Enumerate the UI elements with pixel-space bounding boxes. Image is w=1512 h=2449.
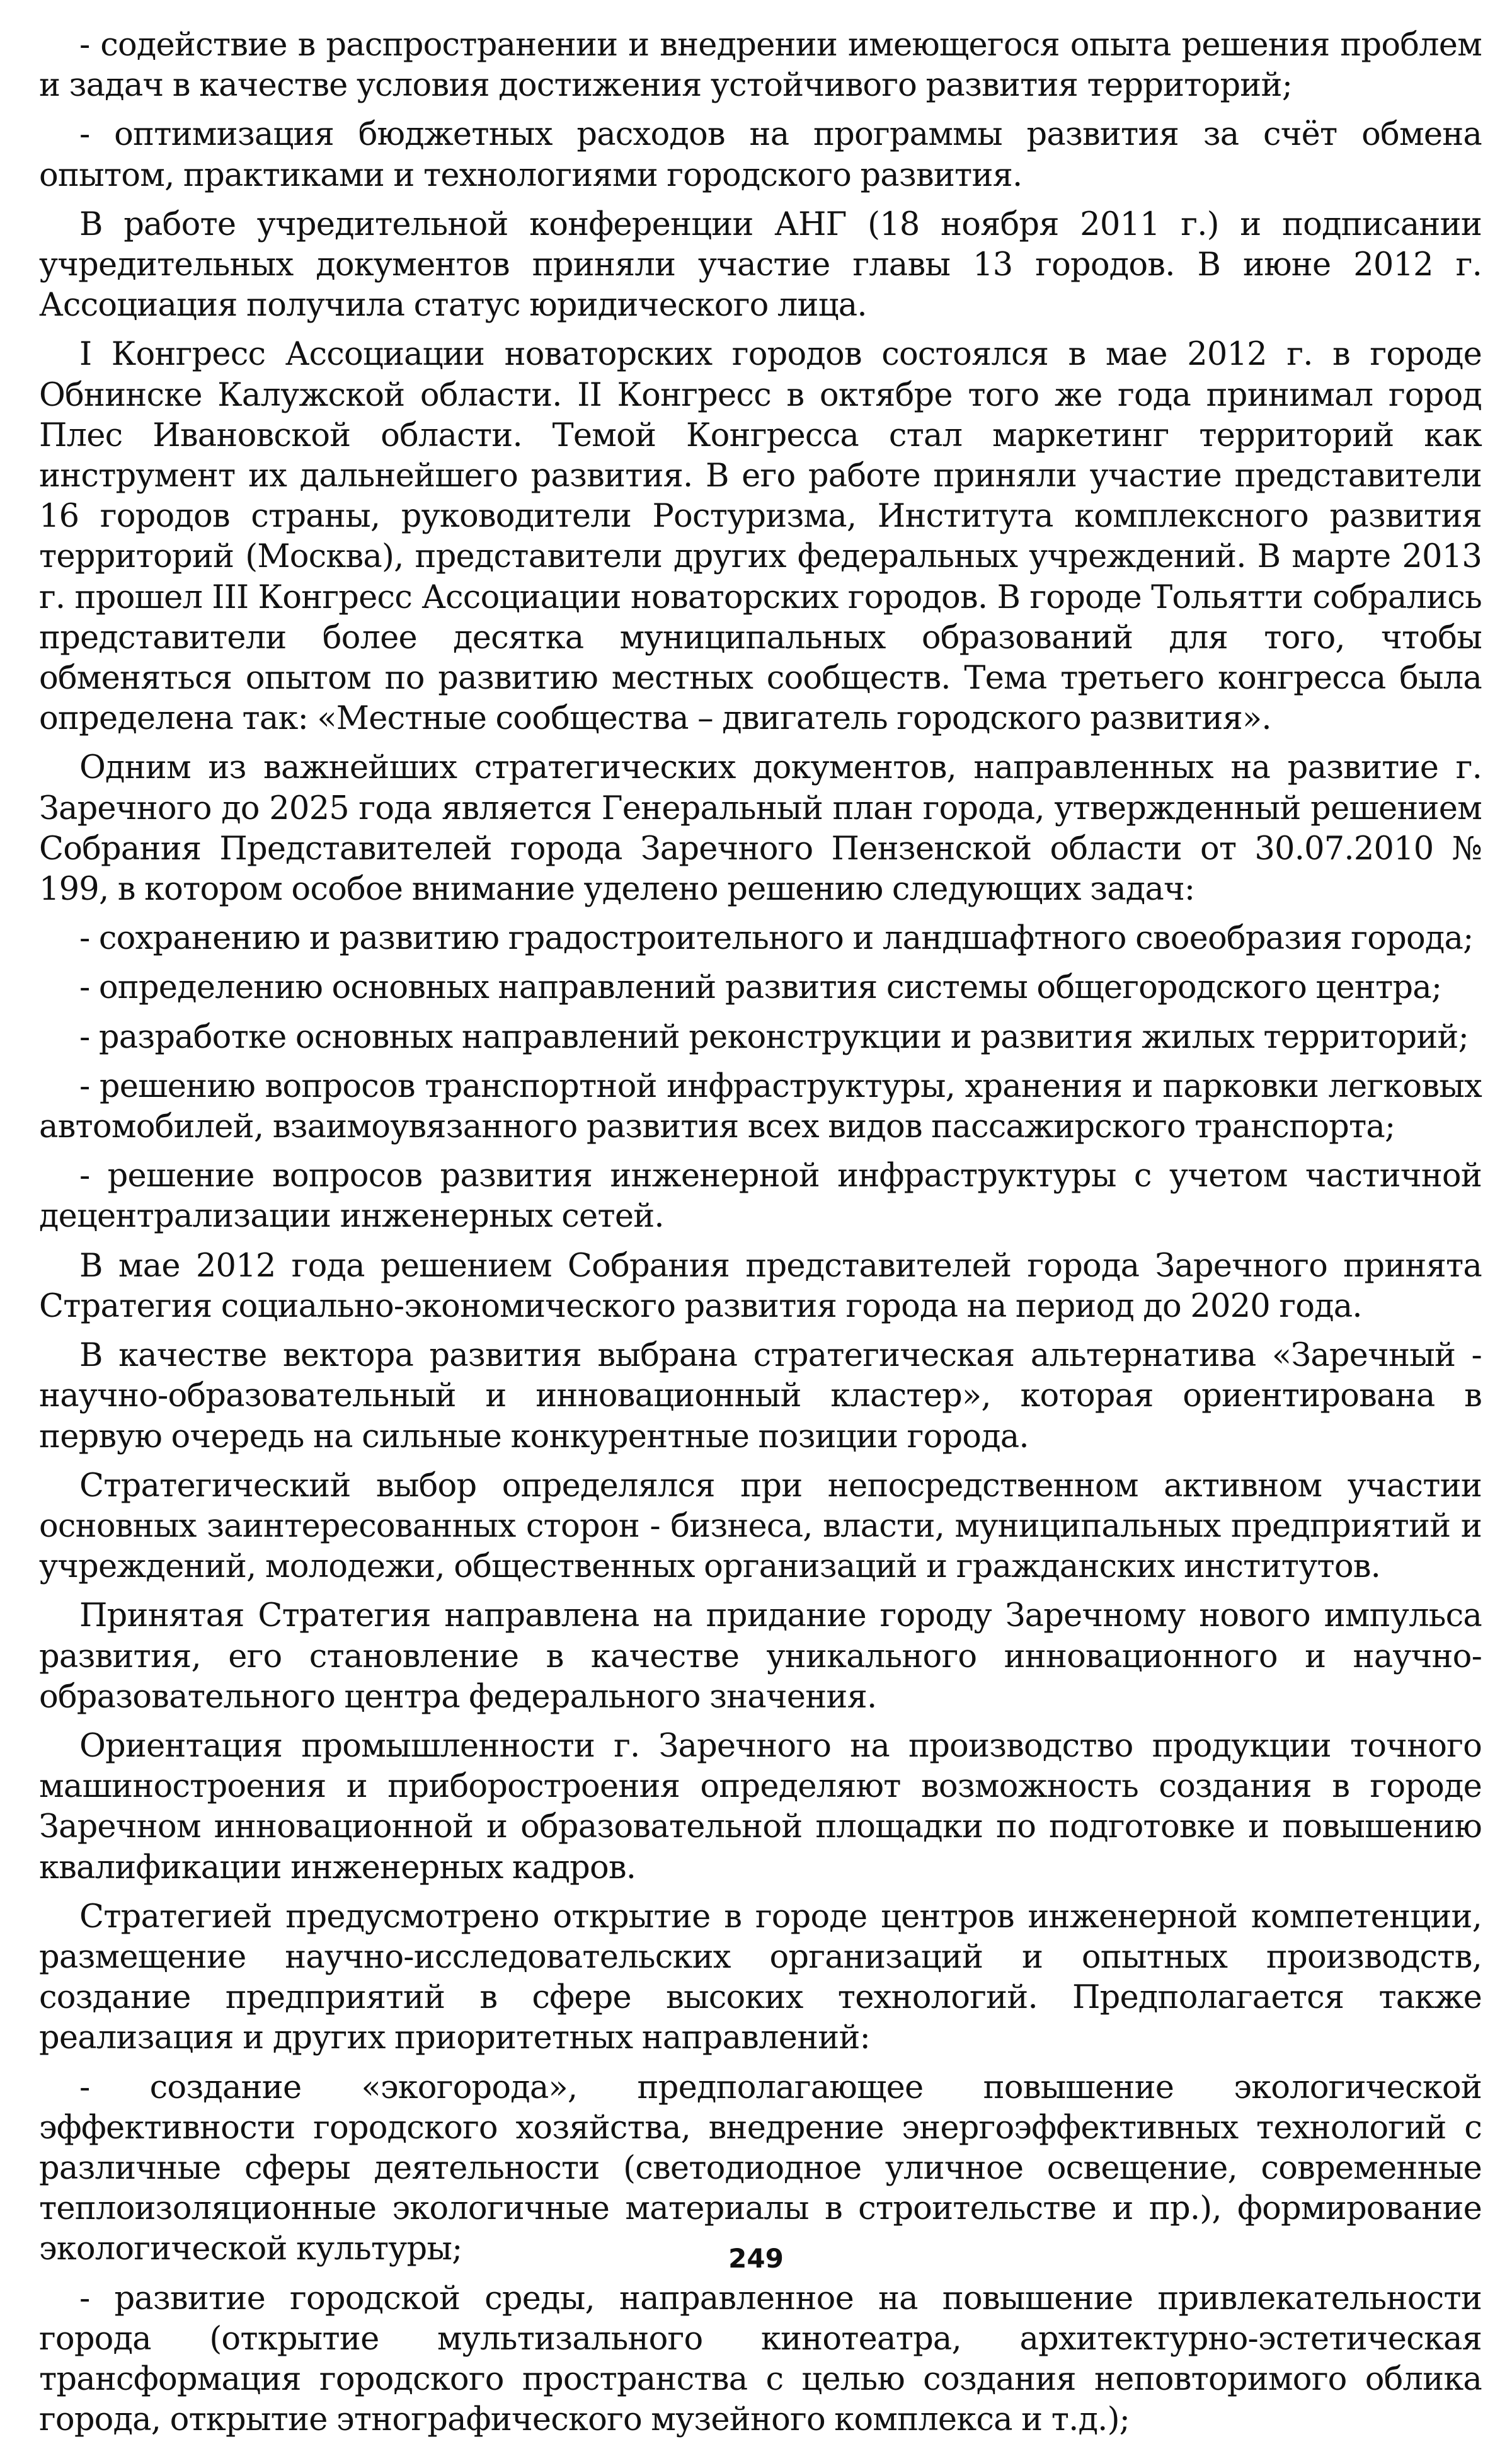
- list-item: - оптимизация бюджетных расходов на программы развития за счёт обмена опытом, практиками и технологиями городского развития.: [39, 116, 1482, 194]
- page-body: [39, 25, 1482, 2449]
- paragraph: В мае 2012 года решением Собрания представителей города Заречного принята Стратегия социально-экономического развития города на период до 2020 года.: [39, 1247, 1482, 1325]
- list-item: - решение вопросов развития инженерной инфраструктуры с учетом частичной децентрализации инженерных сетей.: [39, 1157, 1482, 1236]
- paragraph: В работе учредительной конференции АНГ (18 ноября 2011 г.) и подписании учредительных документов приняли участие главы 13 городов. В июне 2012 г. Ассоциация получила статус юридического лица.: [39, 205, 1482, 324]
- page-number: 249: [728, 2243, 784, 2274]
- list-item: - решению вопросов транспортной инфраструктуры, хранения и парковки легковых автомобилей, взаимоувязанного развития всех видов пассажирского транспорта;: [39, 1067, 1482, 1146]
- list-item: - содействие в распространении и внедрении имеющегося опыта решения проблем и задач в качестве условия достижения устойчивого развития территорий;: [39, 26, 1482, 105]
- list-item: - разработке основных направлений реконструкции и развития жилых территорий;: [79, 1018, 1469, 1056]
- paragraph: Стратегией предусмотрено открытие в городе центров инженерной компетенции, размещение научно-исследовательских организаций и опытных производств, создание предприятий в сфере высоких технологий. Предполагается также реализация и других приоритетных направлений:: [39, 1898, 1482, 2057]
- list-item: - создание «экогорода», предполагающее повышение экологической эффективности городского хозяйства, внедрение энергоэффективных технологий с различные сферы деятельности (светодиодное уличное освещение, современные теплоизоляционные экологичные материалы в строительстве и пр.), формирование экологической культуры;: [39, 2068, 1482, 2268]
- paragraph: I Конгресс Ассоциации новаторских городов состоялся в мае 2012 г. в городе Обнинске Калужской области. II Конгресс в октябре того же года принимал город Плес Ивановской области. Темой Конгресса стал маркетинг территорий как инструмент их дальнейшего развития. В его работе приняли участие представители 16 городов страны, руководители Ростуризма, Института комплексного развития территорий (Москва), представители других федеральных учреждений. В марте 2013 г. прошел III Конгресс Ассоциации новаторских городов. В городе Тольятти собрались представители более десятка муниципальных образований для того, чтобы обменяться опытом по развитию местных сообществ. Тема третьего конгресса была определена так: «Местные сообщества – двигатель городского развития».: [39, 336, 1482, 738]
- paragraph: В качестве вектора развития выбрана стратегическая альтернатива «Заречный - научно-образовательный и инновационный кластер», которая ориентирована в первую очередь на сильные конкурентные позиции города.: [39, 1337, 1482, 1455]
- list-item: - развитие городской среды, направленное на повышение привлекательности города (открытие мультизального кинотеатра, архитектурно-эстетическая трансформация городского пространства с целью создания неповторимого облика города, открытие этнографического музейного комплекса и т.д.);: [39, 2280, 1482, 2439]
- list-item: - определению основных направлений развития системы общегородского центра;: [79, 969, 1442, 1007]
- paragraph: Стратегический выбор определялся при непосредственном активном участии основных заинтересованных сторон - бизнеса, власти, муниципальных предприятий и учреждений, молодежи, общественных организаций и гражданских институтов.: [39, 1467, 1482, 1586]
- paragraph: Одним из важнейших стратегических документов, направленных на развитие г. Заречного до 2025 года является Генеральный план города, утвержденный решением Собрания Представителей города Заречного Пензенской области от 30.07.2010 № 199, в котором особое внимание уделено решению следующих задач:: [39, 749, 1482, 909]
- paragraph: Принятая Стратегия направлена на придание городу Заречному нового импульса развития, его становление в качестве уникального инновационного и научно-образовательного центра федерального значения.: [39, 1597, 1482, 1716]
- list-item: - сохранению и развитию градостроительного и ландшафтного своеобразия города;: [79, 920, 1474, 958]
- paragraph: Ориентация промышленности г. Заречного на производство продукции точного машиностроения и приборостроения определяют возможность создания в городе Заречном инновационной и образовательной площадки по подготовке и повышению квалификации инженерных кадров.: [39, 1727, 1482, 1886]
